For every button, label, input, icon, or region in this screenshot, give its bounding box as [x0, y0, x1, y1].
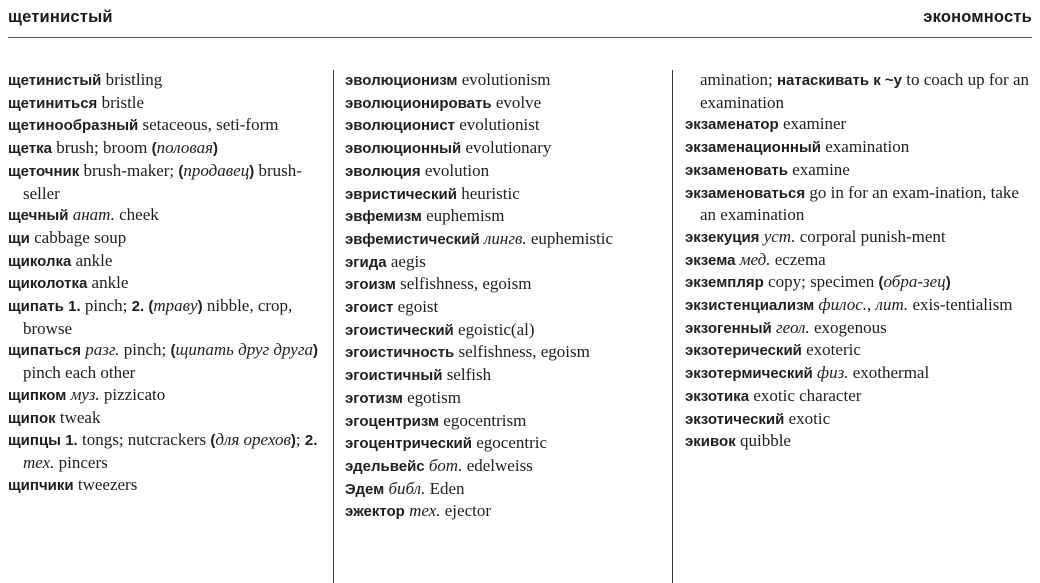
- parenthesis: ): [213, 140, 219, 158]
- dictionary-entry: [345, 410, 657, 433]
- dictionary-entry: [8, 272, 320, 295]
- headword: эвфемизм: [345, 208, 422, 226]
- headword: эволюционизм: [345, 72, 458, 89]
- parenthesis: ): [197, 298, 203, 316]
- header-rule: [8, 37, 1032, 38]
- sense-number: 2.: [131, 298, 145, 316]
- headword: экзогенный: [685, 319, 772, 337]
- dictionary-entry: [685, 271, 1033, 294]
- translation-text: euphemistic: [526, 228, 614, 248]
- dictionary-entry: [8, 474, 320, 497]
- translation-text: aegis: [386, 251, 426, 271]
- translation-text: cabbage soup: [29, 227, 127, 247]
- translation-text: exogenous: [809, 317, 887, 337]
- headword: эгида: [345, 253, 387, 271]
- dictionary-entry: [345, 455, 657, 478]
- headword: эгоцентрический: [345, 435, 472, 453]
- translation-text: selfishness, egoism: [395, 274, 532, 294]
- headword: Эдем: [345, 480, 385, 498]
- dictionary-entry: [345, 478, 657, 501]
- dictionary-entry: [345, 296, 657, 319]
- translation-text: euphemism: [421, 206, 505, 226]
- header-last-word: экономность: [923, 8, 1032, 26]
- italic-label: анат.: [72, 205, 115, 225]
- translation-text: cheek: [114, 205, 159, 225]
- headword: натаскивать к ~у: [776, 72, 903, 89]
- translation-text: egotism: [402, 387, 461, 407]
- headword: эготизм: [345, 389, 403, 407]
- dictionary-entry: [8, 295, 320, 339]
- headword: экзотерический: [685, 342, 802, 360]
- translation-text: Eden: [425, 478, 465, 498]
- italic-label: щипать друг друга: [175, 340, 313, 360]
- translation-text: bristle: [97, 92, 145, 112]
- translation-text: brush-maker;: [79, 160, 179, 180]
- dictionary-entry: [8, 429, 320, 473]
- translation-text: ankle: [71, 250, 113, 270]
- dictionary-entry: [345, 251, 657, 274]
- dictionary-entry: [685, 339, 1033, 362]
- translation-text: tweak: [55, 407, 101, 427]
- column-separator: [333, 70, 334, 583]
- translation-text: pincers: [54, 452, 108, 472]
- translation-text: ;: [295, 430, 305, 450]
- translation-text: evolutionary: [461, 138, 552, 158]
- translation-text: brush-seller: [23, 160, 302, 203]
- headword: щечный: [8, 207, 69, 225]
- headword: щетинообразный: [8, 117, 139, 135]
- headword: щетка: [8, 140, 52, 158]
- translation-text: exis-tentialism: [908, 295, 1013, 315]
- translation-text: ,: [867, 295, 876, 315]
- translation-text: exotic character: [749, 385, 862, 405]
- translation-text: examiner: [778, 114, 847, 134]
- dictionary-entry: [345, 92, 657, 115]
- headword: экзотический: [685, 410, 785, 428]
- translation-text: edelweiss: [462, 455, 533, 475]
- translation-text: tongs; nutcrackers: [77, 430, 211, 450]
- dictionary-entry: [345, 205, 657, 228]
- sense-number: 2.: [304, 432, 318, 450]
- dictionary-entry: [345, 183, 657, 206]
- italic-label: тех.: [409, 501, 441, 521]
- parenthesis: (: [148, 298, 154, 316]
- italic-label: тех.: [23, 452, 55, 472]
- dictionary-entry: [685, 430, 1033, 453]
- dictionary-entry-continuation: [685, 69, 1033, 113]
- translation-text: evolution: [420, 160, 490, 180]
- dictionary-entry: [345, 364, 657, 387]
- italic-label: геол.: [776, 317, 810, 337]
- translation-text: heuristic: [456, 183, 520, 203]
- translation-text: exotic: [784, 408, 831, 428]
- parenthesis: (: [878, 274, 884, 292]
- italic-label: филос.: [818, 295, 868, 315]
- headword: щипцы: [8, 432, 61, 450]
- dictionary-entry: [8, 69, 320, 92]
- headword: щипаться: [8, 342, 81, 360]
- italic-label: физ.: [817, 363, 849, 383]
- headword: эгоистичность: [345, 344, 455, 362]
- dictionary-entry: [685, 362, 1033, 385]
- headword: экзекуция: [685, 228, 760, 246]
- translation-text: pinch each other: [23, 363, 136, 383]
- headword: экивок: [685, 433, 736, 451]
- italic-label: для орехов: [215, 430, 291, 450]
- dictionary-entry: [8, 114, 320, 137]
- headword: эвфемистический: [345, 230, 480, 248]
- translation-text: evolutionism: [457, 70, 551, 89]
- italic-label: уст.: [763, 226, 796, 246]
- translation-text: selfishness, egoism: [454, 342, 590, 362]
- headword: щипком: [8, 386, 67, 404]
- headword: щетиниться: [8, 94, 98, 112]
- dictionary-entry: [8, 407, 320, 430]
- translation-text: brush; broom: [52, 138, 152, 158]
- headword: эгоцентризм: [345, 412, 440, 430]
- dictionary-entry: [345, 341, 657, 364]
- dictionary-entry: [685, 294, 1033, 317]
- dictionary-entry: [685, 159, 1033, 182]
- headword: эгоистичный: [345, 367, 443, 385]
- headword: эволюционировать: [345, 94, 492, 112]
- dictionary-entry: [8, 250, 320, 273]
- italic-label: разг.: [85, 340, 120, 360]
- translation-text: examine: [788, 159, 850, 179]
- dictionary-entry: [345, 387, 657, 410]
- dictionary-entry: [685, 317, 1033, 340]
- translation-text: nibble, crop, browse: [23, 296, 293, 338]
- dictionary-column-2: [345, 69, 657, 523]
- headword: экзистенциализм: [685, 297, 815, 315]
- headword: щиколка: [8, 252, 72, 270]
- dictionary-entry: [8, 227, 320, 250]
- dictionary-entry: [345, 432, 657, 455]
- translation-text: ejector: [440, 501, 492, 521]
- italic-label: траву: [153, 296, 198, 316]
- dictionary-entry: [8, 204, 320, 227]
- italic-label: половая: [156, 138, 214, 158]
- dictionary-entry: [345, 500, 657, 523]
- translation-text: bristling: [101, 70, 163, 89]
- translation-text: exothermal: [848, 363, 930, 383]
- headword: экзотермический: [685, 365, 813, 383]
- translation-text: egoist: [393, 297, 439, 317]
- parenthesis: (: [151, 140, 157, 158]
- parenthesis: (: [210, 432, 216, 450]
- italic-label: бот.: [428, 455, 463, 475]
- translation-text: corporal punish-ment: [795, 226, 946, 246]
- headword: эгоистический: [345, 321, 454, 339]
- dictionary-entry: [685, 182, 1033, 226]
- parenthesis: ): [945, 274, 951, 292]
- headword: щеточник: [8, 162, 80, 180]
- dictionary-entry: [685, 136, 1033, 159]
- translation-text: egocentric: [472, 433, 548, 453]
- headword: эгоизм: [345, 276, 396, 294]
- headword: щипок: [8, 409, 56, 427]
- translation-text: amination;: [700, 70, 777, 89]
- headword: щетинистый: [8, 72, 102, 89]
- dictionary-entry: [345, 114, 657, 137]
- translation-text: tweezers: [73, 474, 138, 494]
- dictionary-entry: [685, 408, 1033, 431]
- italic-label: лит.: [875, 295, 909, 315]
- dictionary-column-1: [8, 69, 320, 496]
- headword: эвристический: [345, 185, 457, 203]
- translation-text: ankle: [87, 273, 129, 293]
- parenthesis: (: [170, 342, 176, 360]
- translation-text: pinch;: [80, 296, 132, 316]
- headword: щиколотка: [8, 275, 88, 293]
- italic-label: лингв.: [484, 228, 527, 248]
- parenthesis: ): [290, 432, 296, 450]
- headword: эдельвейс: [345, 457, 425, 475]
- headword: экзема: [685, 251, 736, 269]
- dictionary-entry: [345, 273, 657, 296]
- sense-number: 1.: [68, 298, 81, 316]
- dictionary-entry: [345, 137, 657, 160]
- translation-text: setaceous, seti-form: [138, 115, 279, 135]
- translation-text: go in for an exam-ination, take an examination: [700, 182, 1019, 225]
- headword: экзаменоваться: [685, 184, 806, 202]
- dictionary-entry: [8, 339, 320, 383]
- dictionary-entry: [345, 228, 657, 251]
- headword: эволюционный: [345, 140, 462, 158]
- translation-text: exoteric: [801, 340, 861, 360]
- dictionary-entry: [685, 249, 1033, 272]
- translation-text: eczema: [770, 249, 826, 269]
- dictionary-entry: [685, 113, 1033, 136]
- dictionary-column-3: [685, 69, 1033, 453]
- italic-label: продавец: [183, 160, 250, 180]
- dictionary-entry: [8, 137, 320, 160]
- dictionary-entry: [8, 384, 320, 407]
- italic-label: муз.: [70, 384, 100, 404]
- translation-text: pizzicato: [99, 384, 166, 404]
- headword: эволюция: [345, 162, 421, 180]
- dictionary-entry: [345, 160, 657, 183]
- translation-text: egoistic(al): [453, 319, 535, 339]
- dictionary-entry: [8, 92, 320, 115]
- italic-label: библ.: [388, 478, 426, 498]
- headword: эволюционист: [345, 117, 456, 135]
- headword: экземпляр: [685, 274, 764, 292]
- italic-label: обра-зец: [883, 272, 946, 292]
- headword: экзотика: [685, 387, 750, 405]
- headword: эгоист: [345, 299, 394, 317]
- page-header: [8, 8, 1032, 30]
- parenthesis: (: [178, 162, 184, 180]
- translation-text: examination: [821, 137, 910, 157]
- translation-text: evolve: [491, 92, 542, 112]
- sense-number: 1.: [65, 432, 78, 450]
- translation-text: copy; specimen: [763, 272, 879, 292]
- dictionary-entry: [685, 385, 1033, 408]
- parenthesis: ): [249, 162, 255, 180]
- headword: щипчики: [8, 476, 74, 494]
- column-separator: [672, 70, 673, 583]
- dictionary-entry: [8, 160, 320, 204]
- italic-label: мед.: [739, 249, 771, 269]
- translation-text: pinch;: [119, 340, 171, 360]
- dictionary-entry: [685, 226, 1033, 249]
- headword: экзаменовать: [685, 161, 788, 179]
- translation-text: egocentrism: [439, 410, 527, 430]
- headword: щипать: [8, 298, 64, 316]
- headword: эжектор: [345, 503, 405, 521]
- translation-text: selfish: [442, 365, 492, 385]
- header-first-word: щетинистый: [8, 8, 113, 26]
- dictionary-entry: [345, 69, 657, 92]
- translation-text: quibble: [735, 431, 791, 451]
- headword: экзаменатор: [685, 116, 779, 134]
- translation-text: to coach up for an examination: [700, 70, 1029, 112]
- translation-text: evolutionist: [455, 115, 540, 135]
- headword: щи: [8, 229, 30, 247]
- parenthesis: ): [312, 342, 318, 360]
- headword: экзаменационный: [685, 139, 821, 157]
- dictionary-entry: [345, 319, 657, 342]
